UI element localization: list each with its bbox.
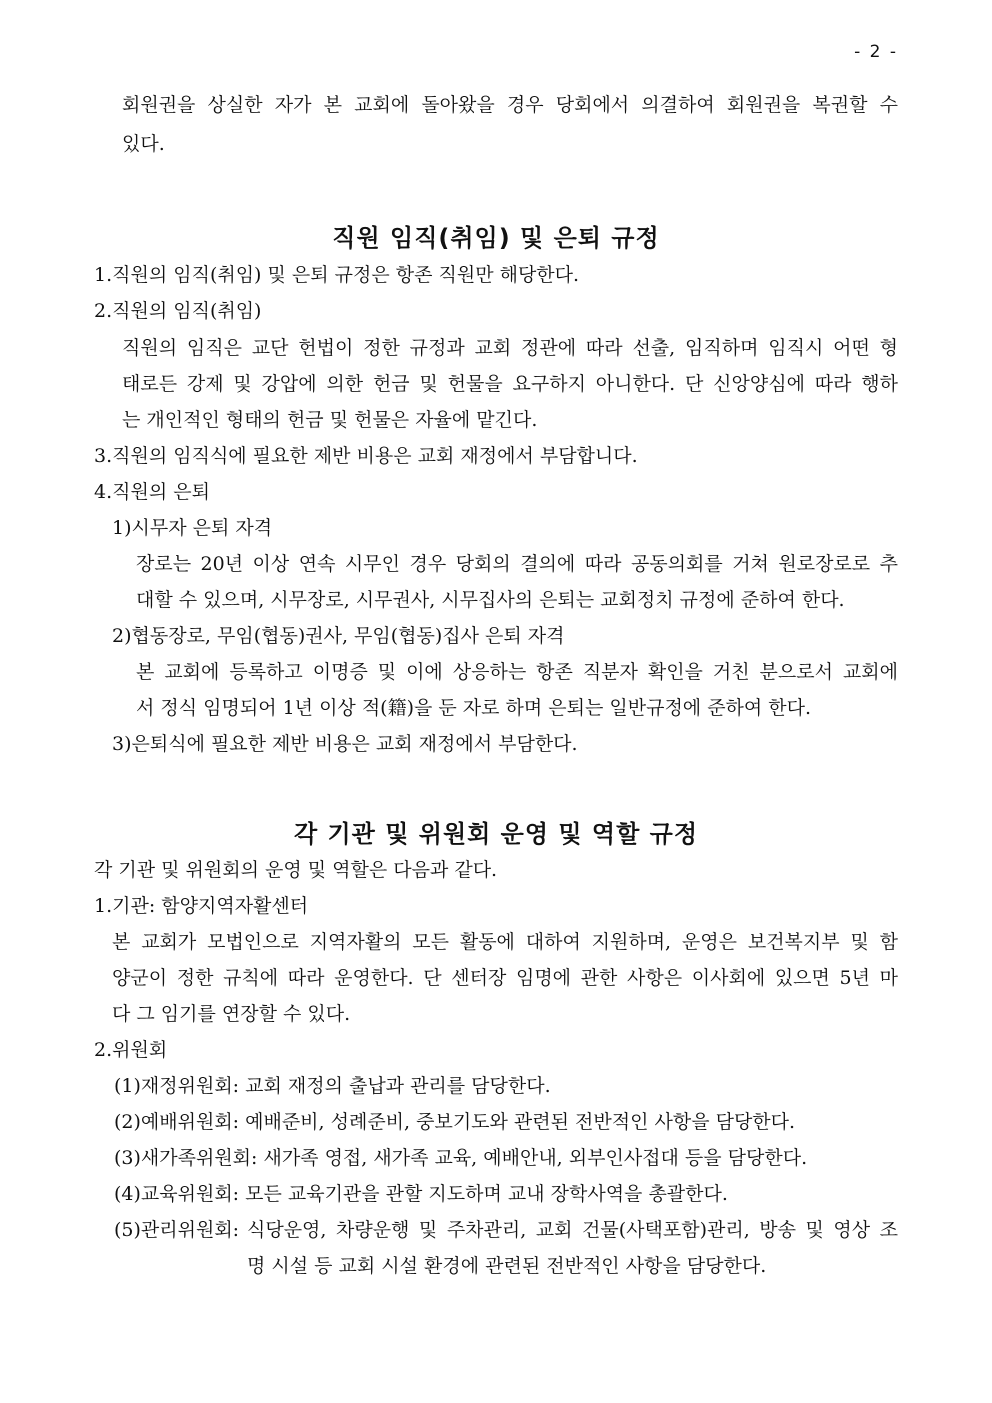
s2-intro: 각 기관 및 위원회의 운영 및 역할은 다음과 같다.	[94, 859, 498, 881]
section1-title: 직원 임직(취임) 및 은퇴 규정	[332, 224, 660, 252]
page-number: - 2 -	[854, 42, 898, 62]
s2-item1-body-2: 양군이 정한 규칙에 따라 운영한다. 단 센터장 임명에 관한 사항은 이사회에 있으면 5년 마	[112, 967, 898, 989]
s2-item1-body-1: 본 교회가 모법인으로 지역자활의 모든 활동에 대하여 지원하며, 운영은 보건복지부 및 함	[112, 931, 898, 953]
s1-sub1: 1)시무자 은퇴 자격	[112, 517, 273, 539]
s2-item1: 1.기관: 함양지역자활센터	[94, 895, 309, 917]
s1-item2-body-3: 는 개인적인 형태의 헌금 및 헌물은 자율에 맡긴다.	[122, 409, 538, 431]
s1-item4: 4.직원의 은퇴	[94, 481, 210, 503]
committee-management-label: (5)관리위원회:	[114, 1219, 240, 1241]
s2-item1-body-3: 다 그 임기를 연장할 수 있다.	[112, 1003, 351, 1025]
s1-item3: 3.직원의 임직식에 필요한 제반 비용은 교회 재정에서 부담합니다.	[94, 445, 638, 467]
s1-sub3: 3)은퇴식에 필요한 제반 비용은 교회 재정에서 부담한다.	[112, 733, 578, 755]
s1-item1: 1.직원의 임직(취임) 및 은퇴 규정은 항존 직원만 해당한다.	[94, 264, 580, 286]
s1-item2: 2.직원의 임직(취임)	[94, 300, 262, 322]
s1-sub2-body-1: 본 교회에 등록하고 이명증 및 이에 상응하는 항존 직분자 확인을 거친 분으로서 교회에	[136, 661, 898, 683]
intro-line-2: 있다.	[122, 133, 165, 155]
committee-finance: (1)재정위원회: 교회 재정의 출납과 관리를 담당한다.	[114, 1075, 551, 1097]
committee-education: (4)교육위원회: 모든 교육기관을 관할 지도하며 교내 장학사역을 총괄한다.	[114, 1183, 728, 1205]
s2-item2: 2.위원회	[94, 1039, 168, 1061]
committee-management-line-2: 명 시설 등 교회 시설 환경에 관련된 전반적인 사항을 담당한다.	[247, 1255, 767, 1277]
committee-management-line-1: 식당운영, 차량운행 및 주차관리, 교회 건물(사택포함)관리, 방송 및 영상 조	[247, 1219, 898, 1241]
s1-sub2: 2)협동장로, 무임(협동)권사, 무임(협동)집사 은퇴 자격	[112, 625, 565, 647]
s1-sub2-body-2: 서 정식 임명되어 1년 이상 적(籍)을 둔 자로 하며 은퇴는 일반규정에 준하여 한다.	[136, 697, 812, 719]
s1-item2-body-2: 태로든 강제 및 강압에 의한 헌금 및 헌물을 요구하지 아니한다. 단 신앙양심에 따라 행하	[122, 373, 898, 395]
committee-worship: (2)예배위원회: 예배준비, 성례준비, 중보기도와 관련된 전반적인 사항을 담당한다.	[114, 1111, 796, 1133]
committee-newfamily: (3)새가족위원회: 새가족 영접, 새가족 교육, 예배안내, 외부인사접대 등을 담당한다.	[114, 1147, 808, 1169]
section2-title: 각 기관 및 위원회 운영 및 역할 규정	[293, 820, 699, 848]
intro-line-1: 회원권을 상실한 자가 본 교회에 돌아왔을 경우 당회에서 의결하여 회원권을 복권할 수	[122, 94, 898, 116]
s1-item2-body-1: 직원의 임직은 교단 헌법이 정한 규정과 교회 정관에 따라 선출, 임직하며 임직시 어떤 형	[122, 337, 898, 359]
s1-sub1-body-2: 대할 수 있으며, 시무장로, 시무권사, 시무집사의 은퇴는 교회정치 규정에 준하여 한다.	[136, 589, 845, 611]
s1-sub1-body-1: 장로는 20년 이상 연속 시무인 경우 당회의 결의에 따라 공동의회를 거쳐 원로장로로 추	[136, 553, 898, 575]
